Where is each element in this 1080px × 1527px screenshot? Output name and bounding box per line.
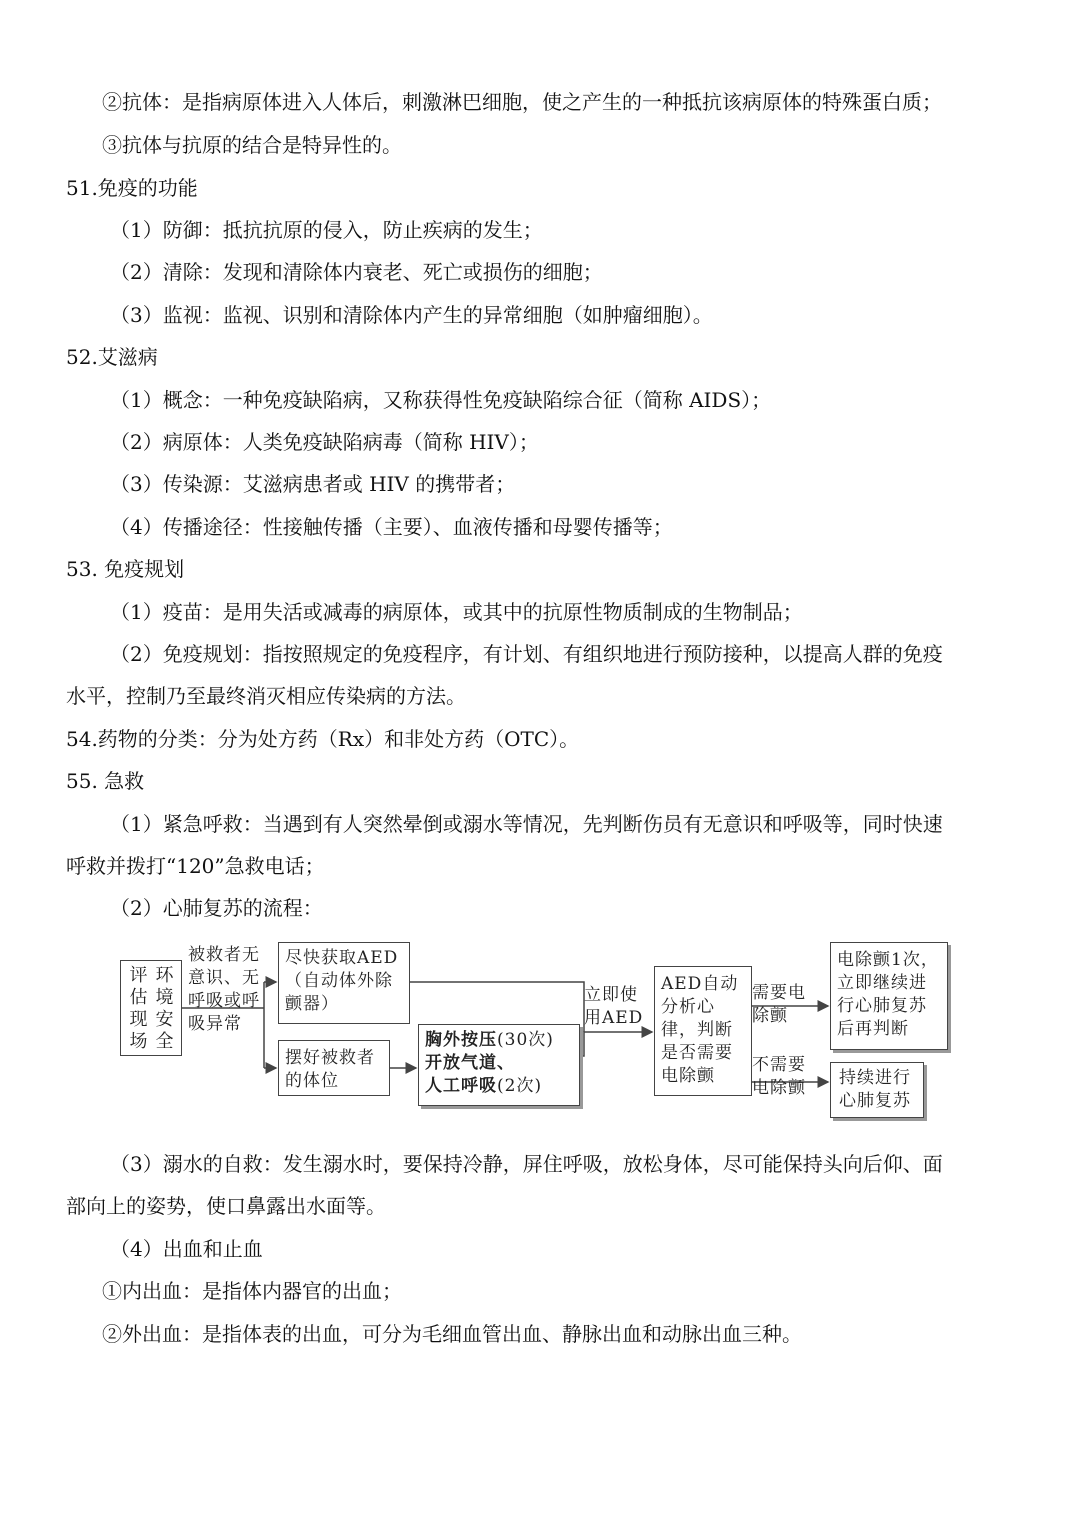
- position-box: 摆好被救者的体位: [278, 1040, 390, 1096]
- text-line: （2）病原体：人类免疫缺陷病毒（简称 HIV）；: [110, 430, 539, 454]
- text-line: （4）出血和止血: [110, 1237, 263, 1261]
- text-line: ①内出血：是指体内器官的出血；: [102, 1279, 402, 1303]
- open-airway-text: 开放气道、: [425, 1053, 515, 1073]
- use-aed-label: 立即使用AED: [584, 985, 644, 1028]
- text-line: （4）传播途径：性接触传播（主要）、血液传播和母婴传播等；: [110, 515, 673, 539]
- chest-compression-text: 胸外按压: [425, 1030, 497, 1050]
- section-heading: 52.艾滋病: [66, 345, 158, 369]
- text-line: 水平，控制乃至最终消灭相应传染病的方法。: [66, 684, 466, 708]
- text-line: （1）紧急呼救：当遇到有人突然晕倒或溺水等情况，先判断伤员有无意识和呼吸等，同时快速: [110, 812, 943, 836]
- cpr-flowchart: [112, 932, 952, 1127]
- text-line: ②外出血：是指体表的出血，可分为毛细血管出血、静脉出血和动脉出血三种。: [102, 1322, 802, 1346]
- aed-analyze-box: AED自动分析心律，判断是否需要电除颤: [654, 966, 752, 1096]
- text-line: （1）疫苗：是用失活或减毒的病原体，或其中的抗原性物质制成的生物制品；: [110, 600, 803, 624]
- shock-once-box: 电除颤1次，立即继续进行心肺复苏后再判断: [830, 942, 948, 1050]
- section-heading: 51.免疫的功能: [66, 176, 198, 200]
- text-line: （2）心肺复苏的流程：: [110, 896, 323, 920]
- text-line: ②抗体：是指病原体进入人体后，刺激淋巴细胞，使之产生的一种抵抗该病原体的特殊蛋白质；: [102, 90, 942, 114]
- text-line: ③抗体与抗原的结合是特异性的。: [102, 133, 402, 157]
- assess-scene-text: 评估现场: [129, 965, 149, 1052]
- no-shock-label: 不需要电除颤: [752, 1055, 806, 1098]
- need-shock-label: 需要电除颤: [752, 983, 806, 1026]
- get-aed-box: 尽快获取AED（自动体外除颤器）: [278, 942, 410, 1024]
- text-line: 部向上的姿势，使口鼻露出水面等。: [66, 1194, 386, 1218]
- text-line: （2）清除：发现和清除体内衰老、死亡或损伤的细胞；: [110, 260, 603, 284]
- text-line: 呼救并拨打“120”急救电话；: [66, 854, 325, 878]
- condition-label: 被救者无意识、无呼吸或呼吸异常: [188, 945, 260, 1034]
- text-line: （3）监视：监视、识别和清除体内产生的异常细胞（如肿瘤细胞）。: [110, 303, 713, 327]
- breath-count-text: (2次): [497, 1076, 543, 1096]
- rescue-breathing-text: 人工呼吸: [425, 1076, 497, 1096]
- text-line: （3）传染源：艾滋病患者或 HIV 的携带者；: [110, 472, 516, 496]
- section-heading: 54.药物的分类：分为处方药（Rx）和非处方药（OTC）。: [66, 727, 580, 751]
- arrow: [580, 1032, 652, 1056]
- text-line: （1）防御：抵抗抗原的侵入，防止疾病的发生；: [110, 218, 543, 242]
- text-line: （2）免疫规划：指按照规定的免疫程序，有计划、有组织地进行预防接种，以提高人群的免疫: [110, 642, 943, 666]
- compression-count-text: (30次): [497, 1030, 554, 1050]
- section-heading: 53. 免疫规划: [66, 557, 185, 581]
- section-heading: 55. 急救: [66, 769, 145, 793]
- cpr-box: [418, 1024, 580, 1106]
- text-line: （3）溺水的自救：发生溺水时，要保持冷静，屏住呼吸，放松身体，尽可能保持头向后仰、面: [110, 1152, 943, 1176]
- assess-safety-text: 环境安全: [155, 965, 175, 1052]
- continue-cpr-box: 持续进行心肺复苏: [830, 1062, 924, 1118]
- assess-scene-box: [120, 960, 182, 1056]
- text-line: （1）概念：一种免疫缺陷病，又称获得性免疫缺陷综合征（简称 AIDS）；: [110, 388, 772, 412]
